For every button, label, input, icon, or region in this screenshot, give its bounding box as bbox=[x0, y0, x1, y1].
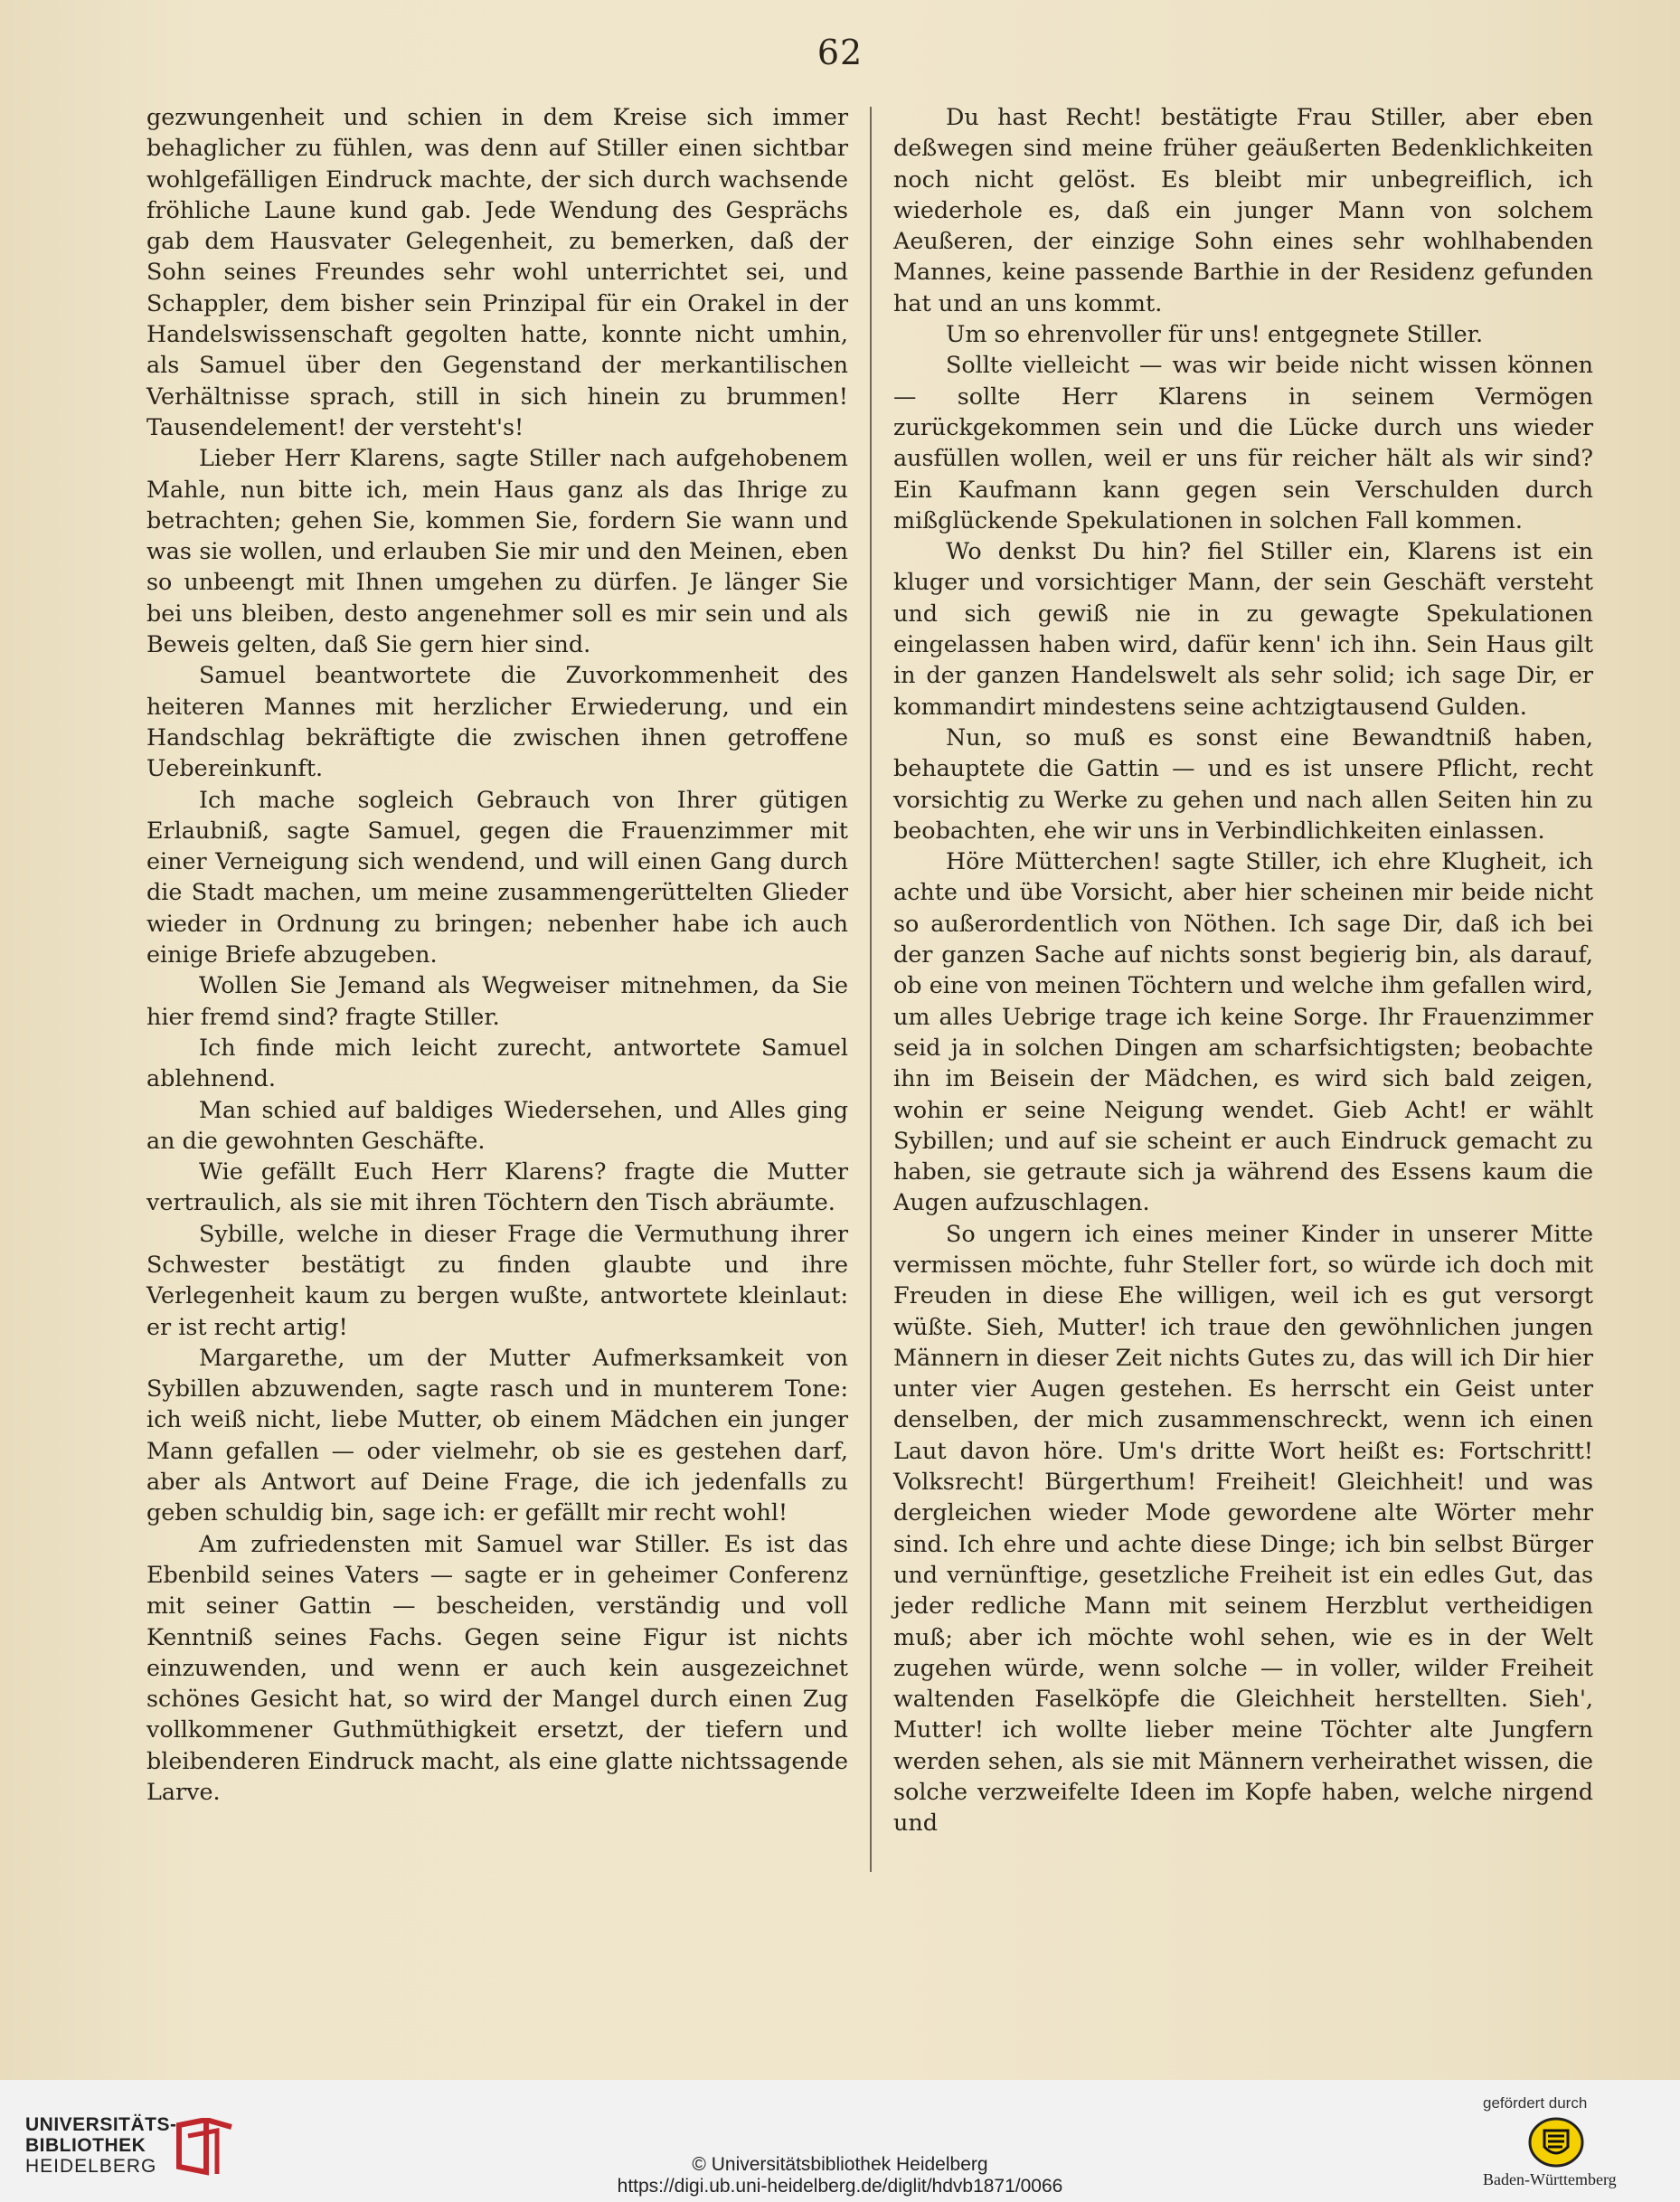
funder-caption: gefördert durch bbox=[1483, 2094, 1588, 2112]
paragraph: Lieber Herr Klarens, sagte Stiller nach aufgehobenem Mahle, nun bitte ich, mein Haus ganz als das Ihrige zu betrachten; gehen Sie, kommen Sie, fordern Sie wann und was sie wollen, und erlauben Sie mir und den Meinen, eben so unbeengt mit Ihnen umgehen zu dürfen. Je länger Sie bei uns bleiben, desto angenehmer soll es mir sein und als Beweis gelten, daß Sie gern hier sind. bbox=[146, 444, 848, 658]
paragraph: Ich finde mich leicht zurecht, antwortete Samuel ablehnend. bbox=[146, 1033, 848, 1092]
paragraph: So ungern ich eines meiner Kinder in unserer Mitte vermissen möchte, fuhr Steller fort, so würde ich doch mit Freuden in diese Ehe willigen, weil ich es gut versorgt wüßte. Sieh, Mutter! ich traue den gewöhnlichen jungen Männern in dieser Zeit nichts Gutes zu, das will ich Dir hier unter vier Augen gestehen. Es herrscht ein Geist unter denselben, der mich zusammenschreckt, wenn ich einen Laut davon höre. Um's dritte Wort heißt es: Fortschritt! Volksrecht! Bürgerthum! Freiheit! Gleichheit! und was dergleichen wieder Mode gewordene alte Wörter mehr sind. Ich ehre und achte diese Dinge; ich bin selbst Bürger und vernünftige, gesetzliche Freiheit ist ein edles Gut, das jeder redliche Mann mit seinem Herzblut vertheidigen muß; aber ich möchte wohl sehen, wie es in der Welt zugehen würde, wenn solche — in voller, wilder Freiheit waltenden Faselköpfe die Gleichheit herstellten. Sieh', Mutter! ich wollte lieber meine Töchter alte Jungfern werden sehen, als sie mit Männern verheirathet wissen, die solche verzweifelte Ideen im Kopfe haben, welche nirgend und bbox=[893, 1219, 1593, 1837]
permalink-url[interactable]: https://digi.ub.uni-heidelberg.de/diglit/hdvb1871/0066 bbox=[617, 2176, 1063, 2197]
paragraph: Sollte vielleicht — was wir beide nicht wissen können — sollte Herr Klarens in seinem Vermögen zurückgekommen sein und die Lücke durch uns wieder ausfüllen wollen, weil er uns für reicher hält als wir sind? Ein Kaufmann kann gegen sein Verschulden durch mißglückende Spekulationen in solchen Fall kommen. bbox=[893, 351, 1593, 534]
paragraph: Am zufriedensten mit Samuel war Stiller. Es ist das Ebenbild seines Vaters — sagte er in geheimer Conferenz mit seiner Gattin — bescheiden, verständig und voll Kenntniß seines Fachs. Gegen seine Figur ist nichts einzuwenden, und wenn er auch kein ausgezeichnet schönes Gesicht hat, so wird der Mangel durch einen Zug vollkommener Guthmüthigkeit ersetzt, der tiefern und bleibenderen Eindruck macht, als eine glatte nichtssagende Larve. bbox=[146, 1529, 848, 1806]
paragraph: Wo denkst Du hin? fiel Stiller ein, Klarens ist ein kluger und vorsichtiger Mann, der sein Geschäft versteht und sich gewiß nie in zu gewagte Spekulationen eingelassen haben wird, dafür kenn' ich ihn. Sein Haus gilt in der ganzen Handelswelt als sehr solid; ich sage Dir, er kommandirt mindestens seine achtzigtausend Gulden. bbox=[893, 537, 1593, 720]
paragraph: Nun, so muß es sonst eine Bewandtniß haben, behauptete die Gattin — und es ist unsere Pflicht, recht vorsichtig zu Werke zu gehen und nach allen Seiten hin zu beobachten, ehe wir uns in Verbindlichkeiten einlassen. bbox=[893, 723, 1593, 844]
paragraph: Margarethe, um der Mutter Aufmerksamkeit von Sybillen abzuwenden, sagte rasch und in munterem Tone: ich weiß nicht, liebe Mutter, ob einem Mädchen ein junger Mann gefallen — oder vielmehr, ob sie es gestehen darf, aber als Antwort auf Deine Frage, die ich jedenfalls zu geben schuldig bin, sage ich: er gefällt mir recht wohl! bbox=[146, 1343, 848, 1526]
paragraph: Wollen Sie Jemand als Wegweiser mitnehmen, da Sie hier fremd sind? fragte Stiller. bbox=[146, 971, 848, 1030]
paragraph: Wie gefällt Euch Herr Klarens? fragte die Mutter vertraulich, als sie mit ihren Töchtern den Tisch abräumte. bbox=[146, 1158, 848, 1216]
footer-bar bbox=[0, 2080, 1680, 2202]
library-name-line2: BIBLIOTHEK bbox=[25, 2135, 146, 2156]
paragraph: Du hast Recht! bestätigte Frau Stiller, aber eben deßwegen sind meine früher geäußerten Bedenklichkeiten noch nicht gelöst. Es bleibt mir unbegreiflich, ich wiederhole es, daß ein junger Mann von solchem Aeußeren, der einzige Sohn eines sehr wohlhabenden Mannes, keine passende Barthie in der Residenz gefunden hat und an uns kommt. bbox=[893, 103, 1593, 317]
paragraph: Sybille, welche in dieser Frage die Vermuthung ihrer Schwester bestätigt zu finden glaubte und ihre Verlegenheit kaum zu bergen wußte, antwortete kleinlaut: er ist recht artig! bbox=[146, 1219, 848, 1340]
copyright-text: © Universitätsbibliothek Heidelberg bbox=[692, 2154, 988, 2175]
paragraph: Höre Mütterchen! sagte Stiller, ich ehre Klugheit, ich achte und übe Vorsicht, aber hier scheinen mir beide nicht so außerordentlich von Nöthen. Ich sage Dir, daß ich bei der ganzen Sache auf nichts sonst begierig bin, als darauf, ob eine von meinen Töchtern und welche ihm gefallen wird, um alles Uebrige trage ich keine Sorge. Ihr Frauenzimmer seid ja in solchen Dingen am scharfsichtigsten; beobachte ihn im Beisein der Mädchen, es wird sich bald zeigen, wohin er seine Neigung wendet. Gieb Acht! er wählt Sybillen; und auf sie scheint er auch Eindruck gemacht zu haben, sie getraute sich ja während des Essens kaum die Augen aufzuschlagen. bbox=[893, 847, 1593, 1216]
library-name-line3: HEIDELBERG bbox=[25, 2156, 157, 2177]
paragraph: Samuel beantwortete die Zuvorkommenheit des heiteren Mannes mit herzlicher Erwiederung, und ein Handschlag bekräftigte die zwischen ihnen getroffene Uebereinkunft. bbox=[146, 661, 848, 782]
library-name-line1: UNIVERSITÄTS- bbox=[25, 2114, 177, 2135]
column-divider bbox=[870, 107, 872, 1872]
paragraph: Ich mache sogleich Gebrauch von Ihrer gütigen Erlaubniß, sagte Samuel, gegen die Frauenzimmer mit einer Verneigung sich wendend, und will einen Gang durch die Stadt machen, um meine zusammengerüttelten Glieder wieder in Ordnung zu bringen; nebenher habe ich auch einige Briefe abzugeben. bbox=[146, 785, 848, 969]
page-number: 62 bbox=[816, 33, 864, 72]
baden-wuerttemberg-emblem-icon bbox=[1528, 2116, 1584, 2169]
paragraph: Man schied auf baldiges Wiedersehen, und Alles ging an die gewohnten Geschäfte. bbox=[146, 1095, 848, 1154]
funder-name: Baden-Württemberg bbox=[1483, 2170, 1617, 2188]
paragraph: Um so ehrenvoller für uns! entgegnete Stiller. bbox=[946, 320, 1484, 348]
right-text-column bbox=[893, 101, 1593, 1838]
paragraph: gezwungenheit und schien in dem Kreise sich immer behaglicher zu fühlen, was denn auf Stiller einen sichtbar wohlgefälligen Eindruck machte, der sich durch wachsende fröhliche Laune kund gab. Jede Wendung des Gesprächs gab dem Hausvater Gelegenheit, zu bemerken, daß der Sohn seines Freundes sehr wohl unterrichtet sei, und Schappler, dem bisher sein Prinzipal für ein Orakel in der Handelswissenschaft gegolten hatte, konnte nicht umhin, als Samuel über den Gegenstand der merkantilischen Verhältnisse sprach, still in sich hinein zu brummen! Tausendelement! der versteht's! bbox=[146, 103, 848, 440]
left-text-column bbox=[146, 101, 848, 1807]
copyright-block bbox=[0, 2154, 1680, 2197]
